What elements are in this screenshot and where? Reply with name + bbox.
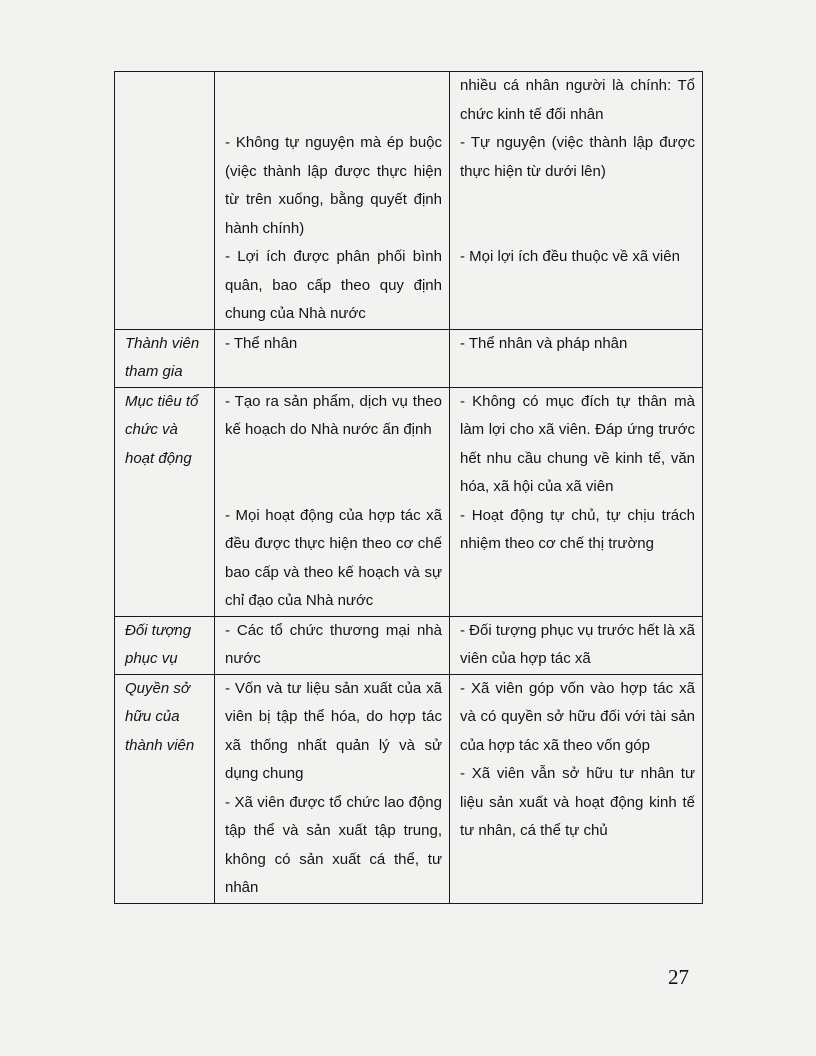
cell-paragraph: - Vốn và tư liệu sản xuất của xã viên bị tập thể hóa, do hợp tác xã thống nhất quản lý và sử dụng chung [225, 679, 442, 782]
old-model-cell [215, 674, 450, 903]
cell-paragraph: - Xã viên góp vốn vào hợp tác xã và có quyền sở hữu đối với tài sản của hợp tác xã theo vốn góp [460, 679, 695, 754]
cell-paragraph: - Xã viên được tổ chức lao động tập thể và sản xuất tập trung, không có sản xuất cá thể, tư nhân [225, 793, 442, 896]
page-number: 27 [668, 965, 689, 989]
cell-paragraph: - Lợi ích được phân phối bình quân, bao cấp theo quy định chung của Nhà nước [225, 248, 442, 322]
cell-paragraph: - Thể nhân và pháp nhân [460, 334, 628, 352]
table-row [115, 387, 703, 616]
cell-paragraph: - Thể nhân [225, 334, 298, 352]
new-model-cell [450, 72, 703, 330]
cell-paragraph: - Hoạt động tự chủ, tự chịu trách nhiệm theo cơ chế thị trường [460, 506, 695, 552]
new-model-cell [450, 387, 703, 616]
table-row [115, 674, 703, 903]
cell-paragraph: - Mọi lợi ích đều thuộc về xã viên [460, 248, 680, 265]
new-model-cell [450, 674, 703, 903]
table-row [115, 616, 703, 674]
cell-paragraph: - Đối tượng phục vụ trước hết là xã viên của hợp tác xã [460, 621, 695, 667]
table-row [115, 329, 703, 387]
cell-paragraph: - Xã viên vẫn sở hữu tư nhân tư liệu sản xuất và hoạt động kinh tế tư nhân, cá thể tự chủ [460, 765, 695, 839]
cell-paragraph: - Tự nguyện (việc thành lập được thực hiện từ dưới lên) [460, 134, 695, 180]
cell-paragraph: - Không có mục đích tự thân mà làm lợi cho xã viên. Đáp ứng trước hết nhu cầu chung về kinh tế, văn hóa, xã hội của xã viên [460, 392, 695, 495]
row-label-cell: Quyền sở hữu của thành viên [115, 674, 215, 903]
new-model-cell [450, 616, 703, 674]
row-label-cell: Đối tượng phục vụ [115, 616, 215, 674]
row-label-cell: Thành viên tham gia [115, 329, 215, 387]
table-row [115, 72, 703, 330]
cell-paragraph: - Tạo ra sản phẩm, dịch vụ theo kế hoạch do Nhà nước ấn định [225, 392, 442, 438]
cell-paragraph: - Mọi hoạt động của hợp tác xã đều được thực hiện theo cơ chế bao cấp và theo kế hoạch và sự chỉ đạo của Nhà nước [225, 506, 442, 609]
old-model-cell [215, 616, 450, 674]
old-model-cell [215, 387, 450, 616]
row-label-cell: Mục tiêu tổ chức và hoạt động [115, 387, 215, 616]
cell-paragraph: - Các tổ chức thương mại nhà nước [225, 621, 442, 667]
old-model-cell [215, 329, 450, 387]
old-model-cell [215, 72, 450, 330]
row-label-cell [115, 72, 215, 330]
cell-paragraph: nhiều cá nhân người là chính: Tổ chức kinh tế đối nhân [460, 77, 695, 123]
comparison-table [114, 71, 703, 904]
new-model-cell [450, 329, 703, 387]
cell-paragraph: - Không tự nguyện mà ép buộc (việc thành lập được thực hiện từ trên xuống, bằng quyết định hành chính) [225, 134, 442, 237]
